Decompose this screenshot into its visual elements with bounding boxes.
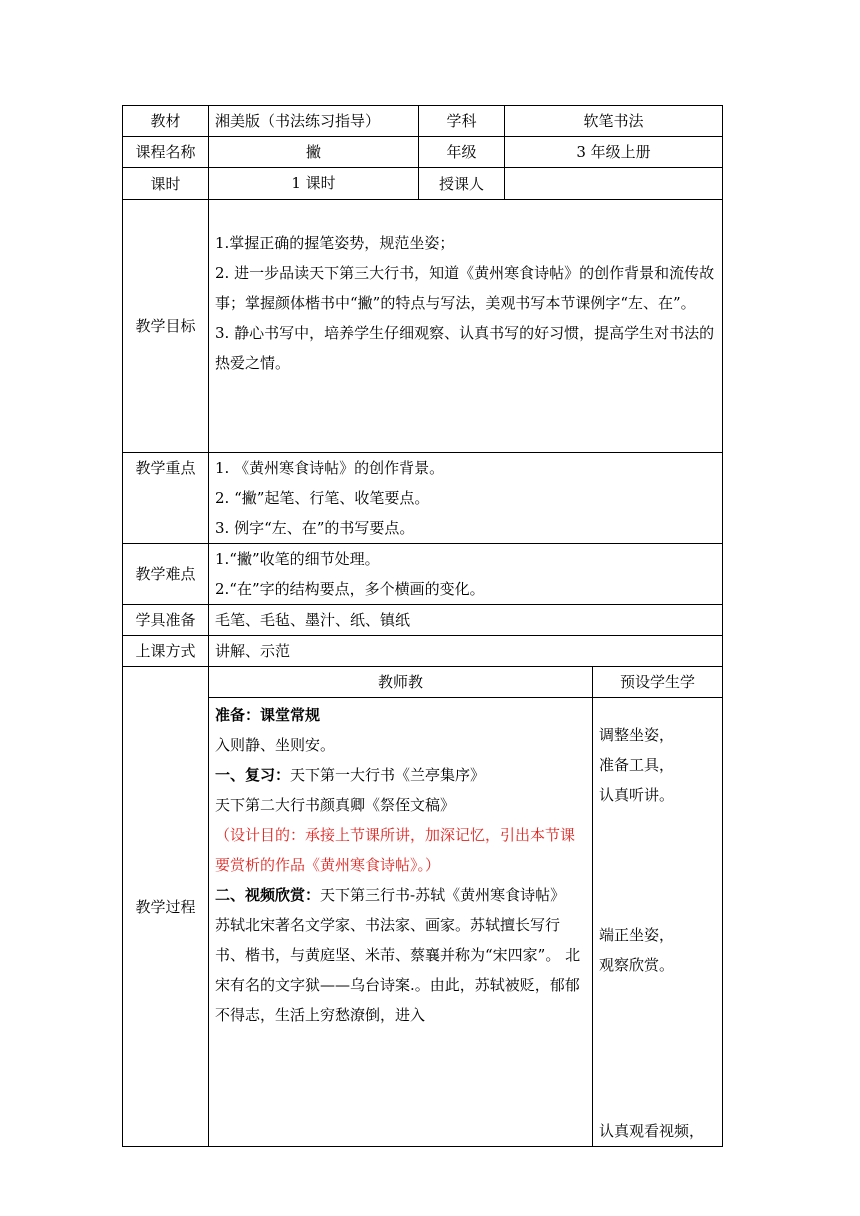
design-note: （设计目的：承接上节课所讲，加深记忆，引出本节课要赏析的作品《黄州寒食诗帖》。） [215, 826, 576, 874]
goal-item-1: 1.掌握正确的握笔姿势，规范坐姿； [215, 234, 455, 252]
grade-value: 3 年级上册 [505, 137, 723, 168]
row-process-body [123, 698, 723, 1147]
method-label: 上课方式 [123, 636, 209, 667]
textbook-value: 湘美版（书法练习指导） [209, 106, 419, 137]
review-text: 天下第一大行书《兰亭集序》 [290, 766, 486, 784]
method-value: 讲解、示范 [209, 636, 723, 667]
row-method [123, 636, 723, 667]
student-activities [593, 698, 723, 1147]
bio-text: 苏轼北宋著名文学家、书法家、画家。苏轼擅长写行书、楷书，与黄庭坚、米芾、蔡襄并称为“宋四家”。 北宋有名的文字狱——乌台诗案.。由此，苏轼被贬，郁郁不得志，生活上穷愁潦倒，进入 [215, 916, 581, 1024]
difficulty-item: 2.“在”字的结构要点，多个横画的变化。 [215, 580, 485, 598]
key-point-item: 3. 例字“左、在”的书写要点。 [215, 519, 415, 537]
row-process-header [123, 667, 723, 698]
tools-value: 毛笔、毛毡、墨汁、纸、镇纸 [209, 605, 723, 636]
goal-item-2: 2. 进一步品读天下第三大行书，知道《黄州寒食诗帖》的创作背景和流传故事；掌握颜体楷书中“撇”的特点与写法，美观书写本节课例字“左、在”。 [215, 264, 715, 312]
prep-text: 入则静、坐则安。 [215, 736, 336, 754]
video-line [215, 880, 586, 910]
difficulty-item: 1.“撇”收笔的细节处理。 [215, 550, 380, 568]
textbook-label: 教材 [123, 106, 209, 137]
course-value: 撇 [209, 137, 419, 168]
student-item: 认真观看视频， [599, 1122, 705, 1140]
process-label: 教学过程 [123, 667, 209, 1147]
teacher-label: 授课人 [419, 168, 505, 200]
row-textbook [123, 106, 723, 137]
video-text: 天下第三行书-苏轼《黄州寒食诗帖》 [320, 886, 566, 904]
student-column-header: 预设学生学 [593, 667, 723, 698]
row-goals [123, 200, 723, 453]
grade-label: 年级 [419, 137, 505, 168]
lesson-plan-table [122, 105, 723, 1147]
student-item: 观察欣赏。 [599, 956, 675, 974]
goal-item-3: 3. 静心书写中，培养学生仔细观察、认真书写的好习惯，提高学生对书法的热爱之情。 [215, 324, 715, 372]
video-title: 二、视频欣赏： [215, 886, 321, 904]
key-point-item: 1. 《黄州寒食诗帖》的创作背景。 [215, 459, 445, 477]
difficulties-label: 教学难点 [123, 544, 209, 605]
subject-label: 学科 [419, 106, 505, 137]
student-item: 认真听讲。 [599, 786, 675, 804]
goals-label: 教学目标 [123, 200, 209, 453]
row-course [123, 137, 723, 168]
student-item: 调整坐姿， [599, 726, 675, 744]
row-key-points [123, 453, 723, 544]
prep-title: 准备：课堂常规 [215, 706, 321, 724]
teacher-column-header: 教师教 [209, 667, 593, 698]
goals-content [209, 200, 723, 453]
student-item: 端正坐姿， [599, 926, 675, 944]
review-text-2: 天下第二大行书颜真卿《祭侄文稿》 [215, 796, 456, 814]
key-points-content [209, 453, 723, 544]
key-points-label: 教学重点 [123, 453, 209, 544]
student-item: 准备工具， [599, 756, 675, 774]
review-line [215, 760, 586, 790]
course-label: 课程名称 [123, 137, 209, 168]
row-hours [123, 168, 723, 200]
row-difficulties [123, 544, 723, 605]
row-tools [123, 605, 723, 636]
teacher-value [505, 168, 723, 200]
hours-value: 1 课时 [209, 168, 419, 200]
subject-value: 软笔书法 [505, 106, 723, 137]
difficulties-content [209, 544, 723, 605]
teacher-activities [209, 698, 593, 1147]
tools-label: 学具准备 [123, 605, 209, 636]
review-title: 一、复习： [215, 766, 291, 784]
key-point-item: 2. “撇”起笔、行笔、收笔要点。 [215, 489, 430, 507]
hours-label: 课时 [123, 168, 209, 200]
